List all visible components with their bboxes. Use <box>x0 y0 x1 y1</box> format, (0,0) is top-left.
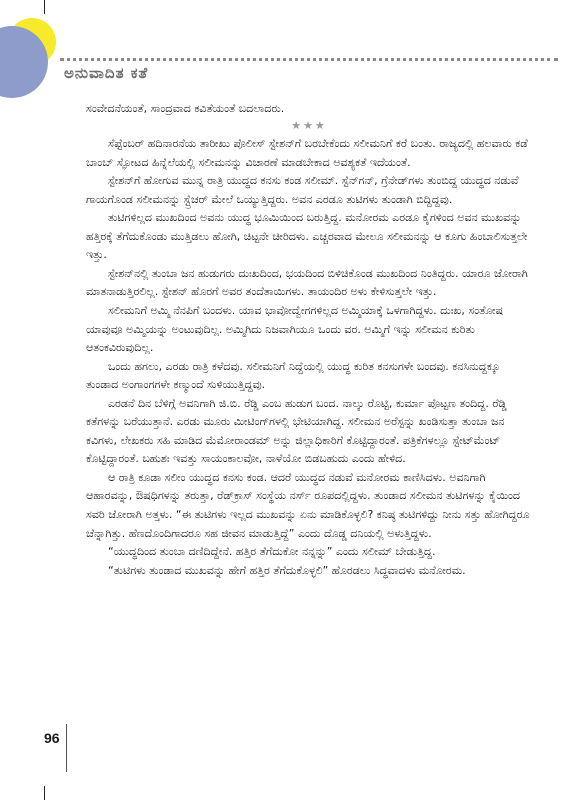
page-number-rule <box>66 724 67 772</box>
paragraph: ಎರಡನೆ ದಿನ ಬೆಳಿಗ್ಗೆ ಅವನಿಗಾಗಿ ಜಿ.ಬಿ. ರೆಡ್ಡಿ ಎಂಬ ಹುಡುಗ ಬಂದ. ನಾಲ್ಕು ರೊಟ್ಟಿ, ಕುರ್ಮಾ ಪೊಟ್ಟಣ ತಂದಿದ್ದ. ರೆಡ್ಡಿ ಕತೆಗಳನ್ನು ಬರೆಯುತ್ತಾನೆ. ಎರಡು ಮೂರು ಮೀಟಿಂಗ್‌ಗಳಲ್ಲಿ ಭೇಟಿಯಾಗಿದ್ದ. ಸಲೀಮನ ಅರೆಸ್ಟನ್ನು ಖಂಡಿಸುತ್ತಾ ತುಂಬಾ ಜನ ಕವಿಗಳು, ಲೇಖಕರು ಸಹಿ ಮಾಡಿದ ಮೆಮೋರಾಂಡಮ್ ಅನ್ನು ಜಿಲ್ಲಾಧಿಕಾರಿಗೆ ಕೊಟ್ಟಿದ್ದಾರಂತೆ. ಪತ್ರಿಕೆಗಳಲ್ಲೂ ಸ್ಟೇಟ್‌ಮೆಂಟ್ ಕೊಟ್ಟಿದ್ದಾರಂತೆ. ಬಹುಶಃ ಇವತ್ತು ಸಾಯಂಕಾಲವೋ, ನಾಳೆಯೋ ಬಿಡಬಹುದು ಎಂದು ಹೇಳಿದ. <box>86 396 507 466</box>
dotted-header-rule <box>60 58 558 61</box>
paragraph: “ಯುದ್ಧದಿಂದ ತುಂಬಾ ದಣಿದಿದ್ದೇನೆ. ಹತ್ತಿರ ತೆಗೆದುಕೋ ನನ್ನನ್ನು” ಎಂದು ಸಲೀಮ್ ಬೇಡುತ್ತಿದ್ದ. <box>108 545 436 559</box>
story-body <box>86 100 532 580</box>
crop-mark-top <box>44 0 45 14</box>
paragraph: ಸಂವೇದನೆಯಂತೆ, ಸಾಂದ್ರವಾದ ಕವಿತೆಯಂತೆ ಬದಲಾದರು. <box>86 102 285 115</box>
paragraph: ಆ ರಾತ್ರಿ ಕೂಡಾ ಸಲೀಂ ಯುದ್ಧದ ಕನಸು ಕಂಡ. ಆದರೆ ಯುದ್ಧದ ನಡುವೆ ಮನೋರಮ ಕಾಣಿಸಿದಳು. ಅವನಿಗಾಗಿ ಆಹಾರವನ್ನು, ಔಷಧಿಗಳನ್ನು ತರುತ್ತಾ, ರೆಡ್‌ಕ್ರಾಸ್ ಸಂಸ್ಥೆಯ ನರ್ಸ್ ರೂಪದಲ್ಲಿದ್ದಳು. ತುಂಡಾದ ಸಲೀಮನ ತುಟಿಗಳನ್ನು ಕೈಯಿಂದ ಸವರಿ ಜೋರಾಗಿ ಅತ್ತಳು. “ಈ ತುಟಿಗಳು ಇಲ್ಲದ ಮುಖವನ್ನು ಏನು ಮಾಡಿಕೊಳ್ಳಲಿ? ಕನಿಷ್ಠ ತುಟಿಗಳಿದ್ದು ನೀನು ಸತ್ತು ಹೋಗಿದ್ದರೂ ಚೆನ್ನಾಗಿತ್ತು. ಹೆಣದೊಂದಿಗಾದರೂ ಸಹ ಜೀವನ ಮಾಡುತ್ತಿದ್ದೆ” ಎಂದು ದೊಡ್ಡ ದನಿಯಲ್ಲಿ ಅಳುತ್ತಿದ್ದಳು. <box>86 470 530 540</box>
paragraph: ಸ್ಟೇಶನ್‌ನಲ್ಲಿ ತುಂಬಾ ಜನ ಹುಡುಗರು ದುಃಖದಿಂದ, ಭಯದಿಂದ ಬಿಳಿಚಿಕೊಂಡ ಮುಖದಿಂದ ನಿಂತಿದ್ದರು. ಯಾರೂ ಜೋರಾಗಿ ಮಾತನಾಡುತ್ತಿರಲಿಲ್ಲ. ಸ್ಟೇಶನ್ ಹೊರಗೆ ಅವರ ತಂದೆತಾಯಿಗಳು. ತಾಯಂದಿರ ಅಳು ಕೇಳಿಸುತ್ತಲೇ ಇತ್ತು. <box>86 266 528 299</box>
page-number: 96 <box>44 730 60 746</box>
section-separator: ★★★ <box>291 118 327 132</box>
paragraph: ಒಂದು ಹಗಲು, ಎರಡು ರಾತ್ರಿ ಕಳೆದವು. ಸಲೀಮನಿಗೆ ನಿದ್ದೆಯಲ್ಲಿ ಯುದ್ಧ ಕುರಿತ ಕನಸುಗಳೇ ಬಂದವು. ಕನಸಿನುದ್ದಕ್ಕೂ ತುಂಡಾದ ಅಂಗಾಂಗಗಳೇ ಕಣ್ಮುಂದೆ ಸುಳಿಯುತ್ತಿದ್ದವು. <box>86 359 500 392</box>
paragraph: ಸ್ಟೇಶನ್‌ಗೆ ಹೋಗುವ ಮುನ್ನ ರಾತ್ರಿ ಯುದ್ಧದ ಕನಸು ಕಂಡ ಸಲೀಮ್. ಸ್ಟೆನ್‌ಗನ್, ಗ್ರೆನೇಡ್‌ಗಳು ತುಂಬಿದ್ದ ಯುದ್ಧದ ನಡುವೆ ಗಾಯಗೊಂಡ ಸಲೀಮನನ್ನು ಸ್ಟ್ರೆಚರ್ ಮೇಲೆ ಒಯ್ಯುತ್ತಿದ್ದರು. ಅವನ ಎರಡೂ ತುಟಿಗಳು ತುಂಡಾಗಿ ಬಿದ್ದಿದ್ದವು. <box>86 174 519 206</box>
paragraph: ತುಟಿಗಳಿಲ್ಲದ ಮುಖದಿಂದ ಅವನು ಯುದ್ಧ ಭೂಮಿಯಿಂದ ಬರುತ್ತಿದ್ದ. ಮನೋರಮ ಎರಡೂ ಕೈಗಳಿಂದ ಅವನ ಮುಖವನ್ನು ಹತ್ತಿರಕ್ಕೆ ತೆಗೆದುಕೊಂಡು ಮುತ್ತಿಡಲು ಹೋಗಿ, ಚಿಟ್ಟನೇ ಚೀರಿದಳು. ಎಚ್ಚರವಾದ ಮೇಲೂ ಸಲೀಮನನ್ನು ಆ ಕೂಗು ಹಿಂಬಾಲಿಸುತ್ತಲೇ ಇತ್ತು. <box>86 211 528 262</box>
crop-mark-bottom <box>44 786 45 800</box>
section-title: ಅನುವಾದಿತ ಕತೆ <box>64 64 149 82</box>
paragraph: “ತುಟಿಗಳು ತುಂಡಾದ ಮುಖವನ್ನು ಹೇಗೆ ಹತ್ತಿರ ತೆಗೆದುಕೊಳ್ಳಲಿ” ಹೊರಡಲು ಸಿದ್ಧವಾದಳು ಮನೋರಮ. <box>108 563 466 577</box>
paragraph: ಸಲೀಮನಿಗೆ ಅಮ್ಮಿ ನೆನಪಿಗೆ ಬಂದಳು. ಯಾವ ಭಾವೋದ್ವೇಗಗಳಿಲ್ಲದ ಅಮ್ಮಿಯಾಕ್ಕೆ ಒಳಗಾಗಿದ್ದಳು. ದುಃಖ, ಸಂತೋಷ ಯಾವುವೂ ಅಮ್ಮಿಯನ್ನು ಅಂಟುವುದಿಲ್ಲ. ಅಮ್ಮಿಗಿದು ನಿಜವಾಗಿಯೂ ಒಂದು ವರ. ಅಮ್ಮಿಗೆ ಇನ್ನು ಸಲೀಮನ ಕುರಿತು ಆತಂಕವಿರುವುದಿಲ್ಲ. <box>86 304 504 355</box>
paragraph: ಸೆಪ್ಟೆಂಬರ್ ಹದಿನಾರನೆಯ ತಾರೀಖು ಪೊಲೀಸ್ ಸ್ಟೇಶನ್‌ಗೆ ಬರಬೇಕೆಂದು ಸಲೀಮನಿಗೆ ಕರೆ ಬಂತು. ರಾಜ್ಯದಲ್ಲಿ ಹಲವಾರು ಕಡೆ ಬಾಂಬ್ ಸ್ಫೋಟದ ಹಿನ್ನೆಲೆಯಲ್ಲಿ ಸಲೀಮನನ್ನು ವಿಚಾರಣೆ ಮಾಡಬೇಕಾದ ಅವಶ್ಯಕತೆ ಇದೆಯಂತೆ. <box>86 137 528 169</box>
